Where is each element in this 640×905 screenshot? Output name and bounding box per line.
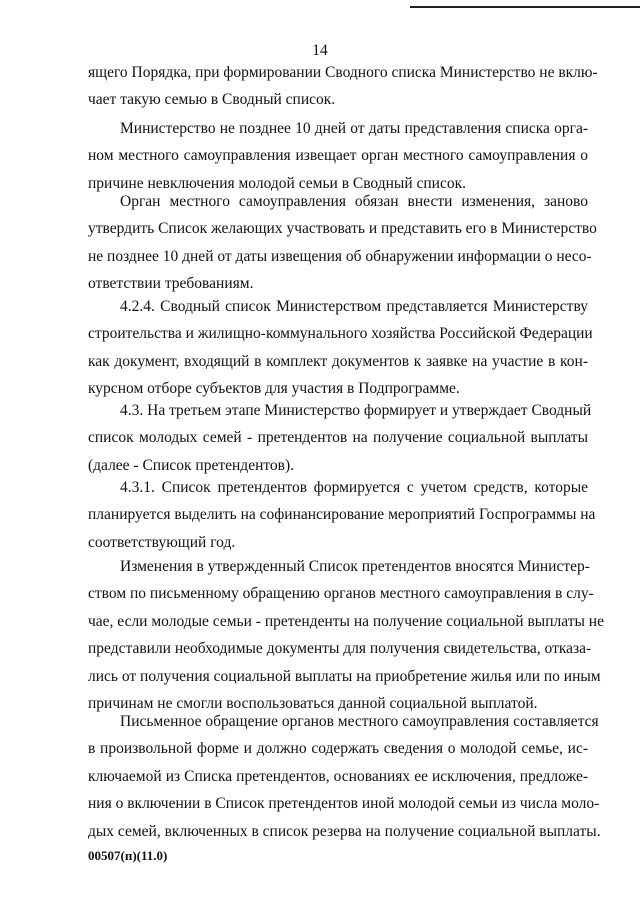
text-line: (далее - Список претендентов). xyxy=(88,456,295,474)
text-line: не позднее 10 дней от даты извещения об обнаружении информации о несо- xyxy=(88,247,592,265)
text-line: ключаемой из Списка претендентов, основаниях ее исключения, предложе- xyxy=(88,767,588,785)
document-code: 00507(п)(11.0) xyxy=(88,848,168,863)
paragraph-2 xyxy=(88,115,588,197)
text-line: ящего Порядка, при формировании Сводного списка Министерство не вклю- xyxy=(88,64,598,81)
text-line: ния о включении в Список претендентов иной молодой семьи из числа моло- xyxy=(88,795,600,813)
text-line: соответствующий год. xyxy=(88,533,236,551)
text-line: представили необходимые документы для получения свидетельства, отказа- xyxy=(88,640,592,658)
paragraph-3 xyxy=(88,188,597,298)
text-line: курсном отборе субъектов для участия в Подпрограмме. xyxy=(88,380,460,398)
text-line: 4.3.1. Список претендентов формируется с учетом средств, которые xyxy=(120,479,588,496)
paragraph-1 xyxy=(88,59,598,114)
text-line: утвердить Список желающих участвовать и представить его в Министерство xyxy=(88,220,597,238)
paragraph-6 xyxy=(88,474,596,556)
text-line: причинам не смогли воспользоваться данной социальной выплатой. xyxy=(88,694,538,712)
text-line: ством по письменному обращению органов местного самоуправления в слу- xyxy=(88,585,594,603)
text-line: Министерство не позднее 10 дней от даты представления списка орга- xyxy=(120,120,588,137)
paragraph-5 xyxy=(88,397,592,479)
text-line: чает такую семью в Сводный список. xyxy=(88,91,336,109)
text-line: список молодых семей - претендентов на получение социальной выплаты xyxy=(88,429,588,447)
page-number: 14 xyxy=(312,42,328,59)
text-line: Письменное обращение органов местного самоуправления составляется xyxy=(120,713,599,730)
paragraph-4 xyxy=(88,293,593,403)
text-line: 4.2.4. Сводный список Министерством представляется Министерству xyxy=(120,298,588,315)
paragraph-8 xyxy=(88,708,601,845)
paragraph-7 xyxy=(88,553,604,717)
text-line: как документ, входящий в комплект документов к заявке на участие в кон- xyxy=(88,352,588,370)
top-rule xyxy=(410,6,640,8)
text-line: чае, если молодые семьи - претенденты на получение социальной выплаты не xyxy=(88,612,604,630)
text-line: ответствии требованиям. xyxy=(88,275,254,293)
text-line: планируется выделить на софинансирование мероприятий Госпрограммы на xyxy=(88,506,596,524)
text-line: строительства и жилищно-коммунального хозяйства Российской Федерации xyxy=(88,325,593,343)
text-line: дых семей, включенных в список резерва на получение социальной выплаты. xyxy=(88,822,601,840)
text-line: причине невключения молодой семьи в Сводный список. xyxy=(88,174,467,192)
text-line: 4.3. На третьем этапе Министерство формирует и утверждает Сводный xyxy=(120,402,592,419)
text-line: в произвольной форме и должно содержать сведения о молодой семье, ис- xyxy=(88,740,588,758)
text-line: Орган местного самоуправления обязан внести изменения, заново xyxy=(120,193,588,210)
text-line: ном местного самоуправления извещает орган местного самоуправления о xyxy=(88,147,588,165)
text-line: Изменения в утвержденный Список претендентов вносятся Министер- xyxy=(120,558,590,575)
text-line: лись от получения социальной выплаты на приобретение жилья или по иным xyxy=(88,667,601,685)
